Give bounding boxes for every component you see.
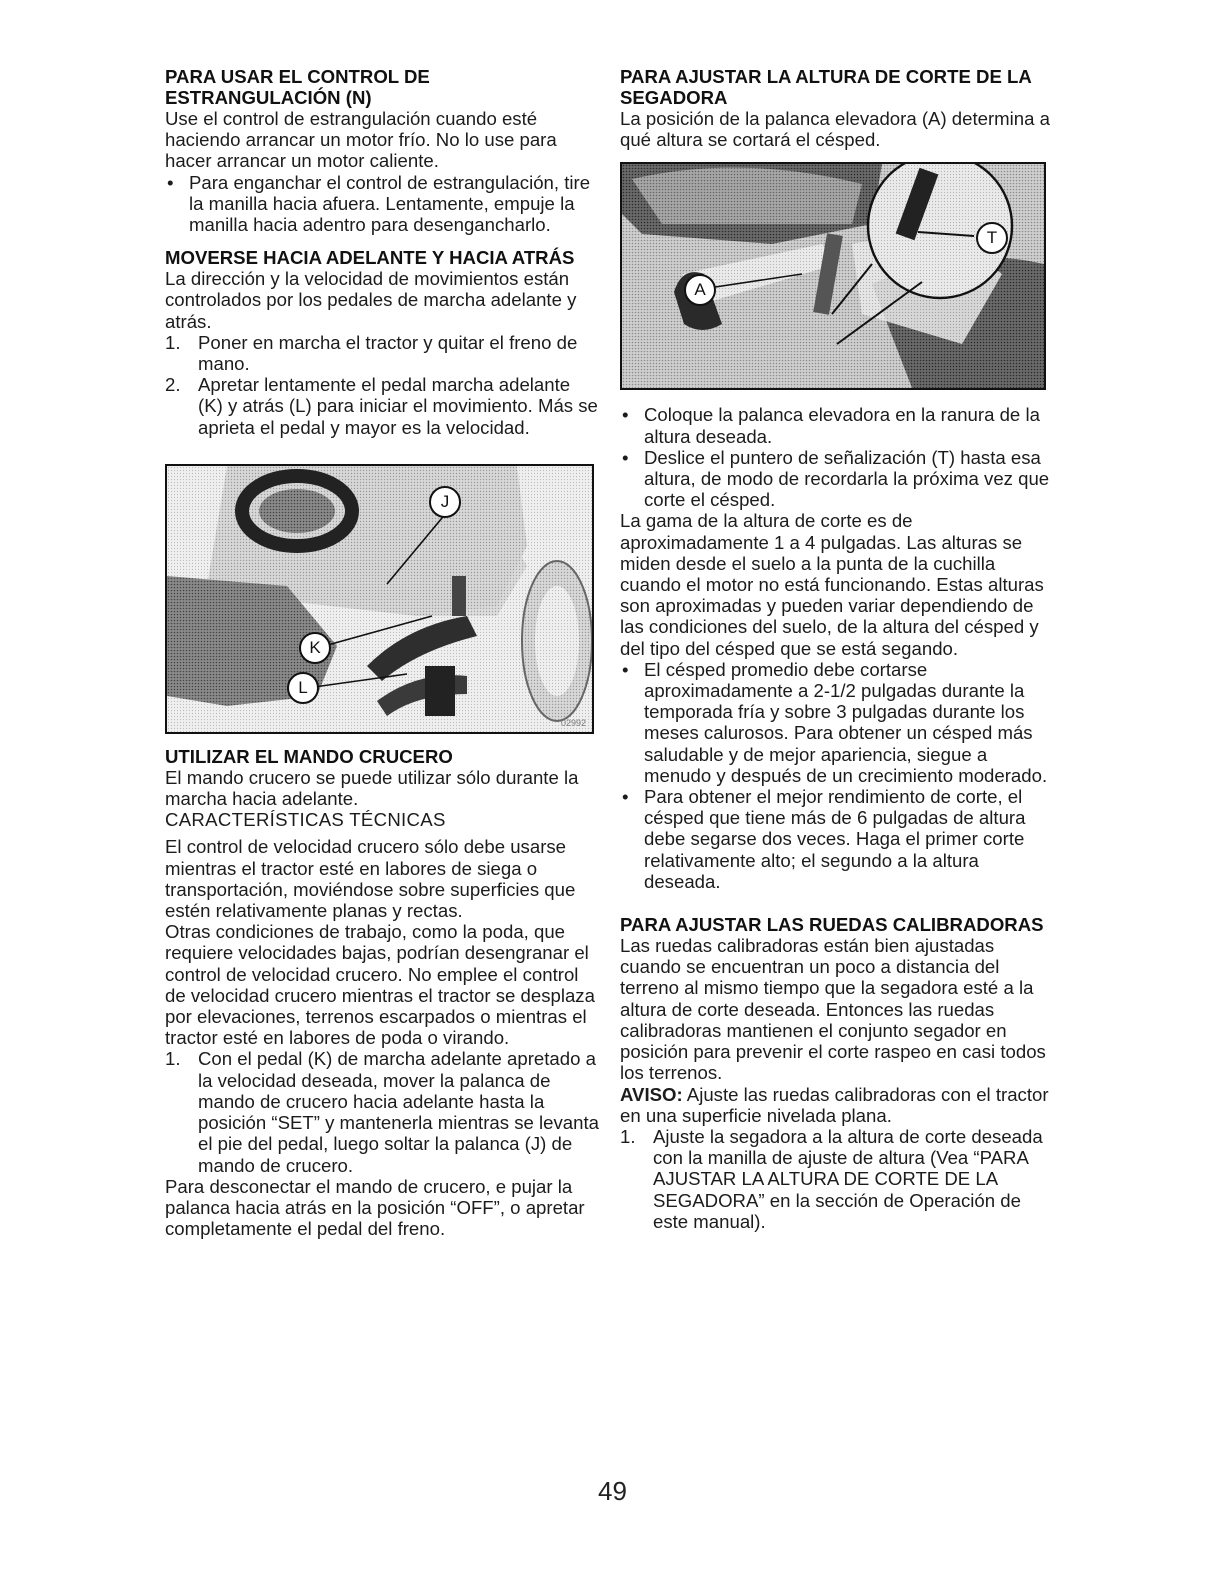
notice-text: Ajuste las ruedas calibradoras con el tractor en una superficie nivelada plana. [620, 1083, 1049, 1126]
height-bullet: • Coloque la palanca elevadora en la ranura de la altura deseada. [620, 404, 1050, 446]
callout-t: T [976, 222, 1008, 254]
cruise-heading: UTILIZAR EL MANDO CRUCERO [165, 745, 453, 767]
gauge-steps [620, 1126, 1050, 1232]
gauge-body: Las ruedas calibradoras están bien ajustadas cuando se encuentran un poco a distancia del terreno al mismo tiempo que la segadora esté a la altura de corte deseada. Entonces las ruedas calibradoras mantienen el conjunto segador en posición para prevenir el corte raspeo en casi todos los terrenos. [620, 935, 1046, 1084]
callout-k: K [299, 632, 331, 664]
lift-lever-illustration [622, 164, 1044, 388]
move-step: 2. Apretar lentamente el pedal marcha adelante (K) y atrás (L) para iniciar el movimiento. Más se aprieta el pedal y mayor es la velocidad. [165, 374, 598, 438]
right-column [620, 66, 1050, 1232]
height-bullet: • Deslice el puntero de señalización (T) hasta esa altura, de modo de recordarla la próxima vez que corte el césped. [620, 447, 1050, 511]
page-number: 49 [598, 1476, 627, 1506]
move-heading: MOVERSE HACIA ADELANTE Y HACIA ATRÁS [165, 247, 575, 269]
lift-lever-figure [620, 162, 1046, 390]
gauge-step: 1. Ajuste la segadora a la altura de corte deseada con la manilla de ajuste de altura (Vea “PARA AJUSTAR LA ALTURA DE CORTE DE LA SEGADORA” en la sección de Operación de este manual). [620, 1125, 1043, 1232]
height-bullet: • El césped promedio debe cortarse aproximadamente a 2-1/2 pulgadas durante la temporada fría y sobre 3 pulgadas durante los meses calurosos. Para obtener un césped más saludable y de mejor apariencia, siegue a menudo y después de un crecimiento moderado. [620, 659, 1050, 786]
choke-bullets [165, 172, 600, 236]
height-bullets [620, 404, 1050, 510]
cruise-p3: Para desconectar el mando de crucero, e pujar la palanca hacia atrás en la posición “OFF”, o apretar completamente el pedal del freno. [165, 1175, 585, 1240]
choke-body: Use el control de estrangulación cuando esté haciendo arrancar un motor frío. No lo use para hacer arrancar un motor caliente. [165, 108, 557, 172]
notice-label: AVISO: [620, 1083, 683, 1105]
height-heading: PARA AJUSTAR LA ALTURA DE CORTE DE LA SEGADORA [620, 66, 1032, 108]
callout-l: L [287, 672, 319, 704]
cruise-p1: El control de velocidad crucero sólo debe usarse mientras el tractor esté en labores de siega o transportación, moviéndose sobre superficies que estén relativamente planas y rectas. [165, 836, 576, 922]
cruise-step: 1. Con el pedal (K) de marcha adelante apretado a la velocidad deseada, mover la palanca de mando de crucero hacia adelante hasta la posición “SET” y mantenerla mientras se levanta el pie del pedal, luego soltar la palanca (J) de mando de crucero. [165, 1048, 599, 1176]
gauge-heading: PARA AJUSTAR LAS RUEDAS CALIBRADORAS [620, 914, 1044, 936]
height-bullets-2 [620, 659, 1050, 892]
left-column [165, 66, 600, 1239]
pedals-figure [165, 464, 594, 734]
callout-a: A [684, 274, 716, 306]
choke-bullet: • Para enganchar el control de estrangulación, tire la manilla hacia afuera. Lentamente, empuje la manilla hacia adentro para desengancharlo. [165, 172, 600, 236]
move-body: La dirección y la velocidad de movimientos están controlados por los pedales de marcha adelante y atrás. [165, 268, 577, 332]
cruise-subheading: CARACTERÍSTICAS TÉCNICAS [165, 809, 446, 831]
pedals-illustration [167, 466, 592, 732]
move-step: 1. Poner en marcha el tractor y quitar el freno de mano. [165, 331, 578, 375]
cruise-p2: Otras condiciones de trabajo, como la poda, que requiere velocidades bajas, podrían desengranar el control de velocidad crucero. No emplee el control de velocidad crucero mientras el tractor se desplaza por elevaciones, terrenos escarpados o mientras el tractor esté en labores de poda o virando. [165, 921, 595, 1049]
move-steps [165, 332, 600, 438]
callout-j: J [429, 486, 461, 518]
height-p2: La gama de la altura de corte es de aproximadamente 1 a 4 pulgadas. Las alturas se miden desde el suelo a la punta de la cuchilla cuando el motor no está funcionando. Estas alturas son aproximadas y pueden variar dependiendo de las condiciones del suelo, de la altura del césped y del tipo del césped que se está segando. [620, 510, 1044, 659]
choke-heading: PARA USAR EL CONTROL DE ESTRANGULACIÓN (N) [165, 66, 430, 108]
figure-code: 02992 [560, 717, 586, 728]
height-bullet: • Para obtener el mejor rendimiento de corte, el césped que tiene más de 6 pulgadas de altura debe segarse dos veces. Haga el primer corte relativamente alto; el segundo a la altura deseada. [620, 786, 1050, 892]
cruise-intro: El mando crucero se puede utilizar sólo durante la marcha hacia adelante. [165, 766, 579, 810]
gauge-notice [620, 1084, 1050, 1126]
cruise-steps [165, 1048, 600, 1175]
height-body: La posición de la palanca elevadora (A) determina a qué altura se cortará el césped. [620, 108, 1050, 151]
